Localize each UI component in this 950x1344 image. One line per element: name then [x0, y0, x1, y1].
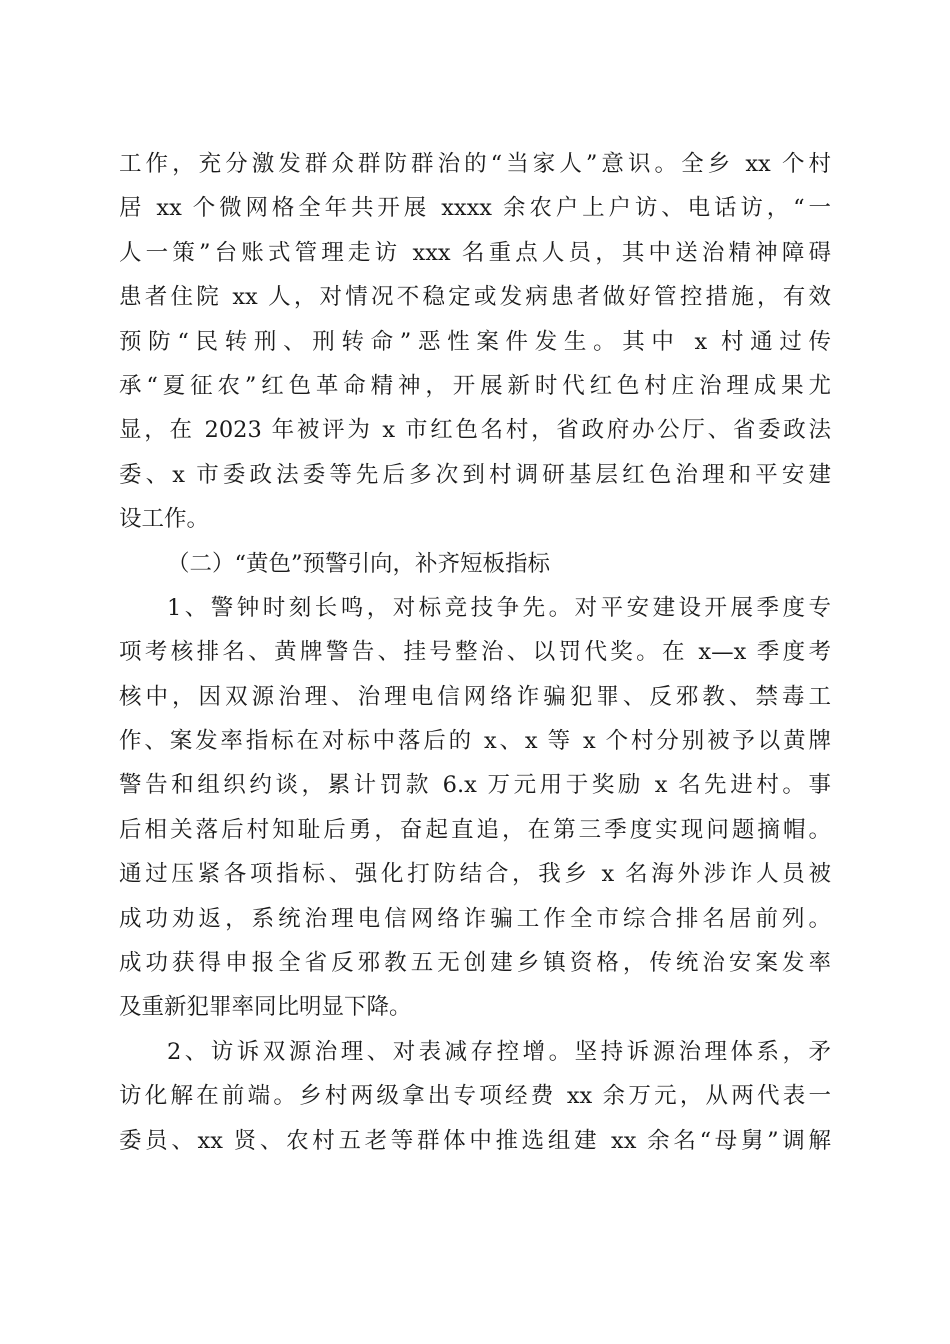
text-line-13: 核中，因双源治理、治理电信网络诈骗犯罪、反邪教、禁毒工: [119, 683, 831, 710]
text-line-8: 委、x 市委政法委等先后多次到村调研基层红色治理和平安建: [119, 461, 831, 488]
text-line-15: 警告和组织约谈，累计罚款 6.x 万元用于奖励 x 名先进村。事: [119, 772, 831, 799]
paragraph-2-start: 2、访诉双源治理、对表减存控增。坚持诉源治理体系，矛: [167, 1038, 831, 1065]
text-line-6: 承“夏征农”红色革命精神，开展新时代红色村庄治理成果尤: [119, 372, 831, 399]
text-line-7: 显，在 2023 年被评为 x 市红色名村，省政府办公厅、省委政法: [119, 417, 831, 444]
paragraph-1-start: 1、警钟时刻长鸣，对标竞技争先。对平安建设开展季度专: [167, 594, 831, 621]
text-line-12: 项考核排名、黄牌警告、挂号整治、以罚代奖。在 x—x 季度考: [119, 639, 831, 666]
text-line-18: 成功劝返，系统治理电信网络诈骗工作全市综合排名居前列。: [119, 905, 831, 932]
text-line-19: 成功获得申报全省反邪教五无创建乡镇资格，传统治安案发率: [119, 950, 831, 977]
section-heading: （二）“黄色”预警引向，补齐短板指标: [167, 550, 551, 577]
text-line-16: 后相关落后村知耻后勇，奋起直追，在第三季度实现问题摘帽。: [119, 816, 831, 843]
text-line-1: 工作，充分激发群众群防群治的“当家人”意识。全乡 xx 个村: [119, 151, 831, 177]
text-line-22: 访化解在前端。乡村两级拿出专项经费 xx 余万元，从两代表一: [119, 1083, 831, 1110]
text-line-3: 人一策”台账式管理走访 xxx 名重点人员，其中送治精神障碍: [119, 239, 831, 266]
text-line-5: 预防“民转刑、刑转命”恶性案件发生。其中 x 村通过传: [119, 328, 831, 355]
text-line-2: 居 xx 个微网格全年共开展 xxxx 余农户上户访、电话访，“一: [119, 195, 831, 222]
text-line-9: 设工作。: [119, 506, 210, 533]
text-line-14: 作、案发率指标在对标中落后的 x、x 等 x 个村分别被予以黄牌: [119, 728, 831, 755]
text-line-20: 及重新犯罪率同比明显下降。: [119, 994, 412, 1021]
text-line-4: 患者住院 xx 人，对情况不稳定或发病患者做好管控措施，有效: [119, 284, 831, 311]
text-line-17: 通过压紧各项指标、强化打防结合，我乡 x 名海外涉诈人员被: [119, 861, 831, 888]
text-line-23: 委员、xx 贤、农村五老等群体中推选组建 xx 余名“母舅”调解: [119, 1127, 831, 1154]
document-body: [119, 142, 831, 1163]
